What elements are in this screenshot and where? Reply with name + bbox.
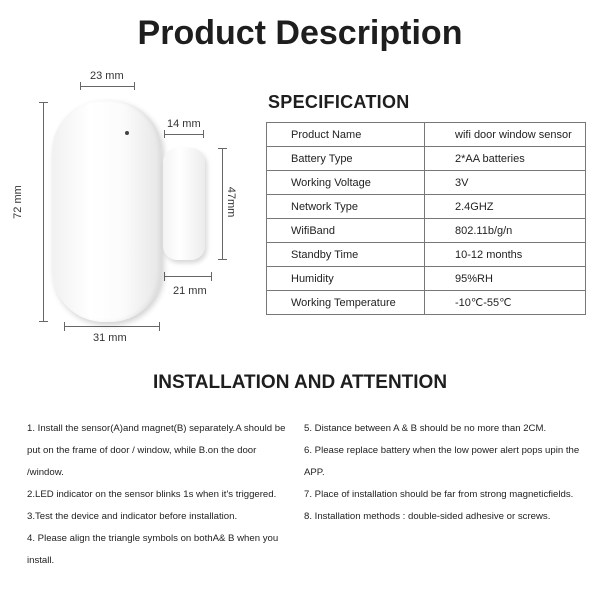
spec-label: Standby Time <box>267 243 425 267</box>
specification-heading: SPECIFICATION <box>268 92 410 112</box>
installation-step: 7. Place of installation should be far from strong magneticfields. <box>304 489 574 500</box>
spec-label: WifiBand <box>267 219 425 243</box>
installation-step: 5. Distance between A & B should be no more than 2CM. <box>304 423 547 434</box>
spec-label: Product Name <box>267 123 425 147</box>
installation-step: 8. Installation methods : double-sided adhesive or screws. <box>304 511 551 522</box>
spec-value: 95%RH <box>425 267 586 291</box>
spec-row <box>267 195 586 219</box>
spec-label: Network Type <box>267 195 425 219</box>
sensor-height-line <box>43 102 44 322</box>
spec-row <box>267 147 586 171</box>
spec-value: 3V <box>425 171 586 195</box>
installation-step: 1. Install the sensor(A)and magnet(B) separately.A should be put on the frame of door / window, while B.on the door /window. <box>27 423 286 478</box>
spec-value: wifi door window sensor <box>425 123 586 147</box>
spec-row <box>267 243 586 267</box>
spec-value: 2.4GHZ <box>425 195 586 219</box>
spec-label: Working Temperature <box>267 291 425 315</box>
spec-label: Battery Type <box>267 147 425 171</box>
spec-value: 2*AA batteries <box>425 147 586 171</box>
spec-value: 802.11b/g/n <box>425 219 586 243</box>
sensor-height-label: 72 mm <box>12 185 24 219</box>
led-indicator <box>125 131 129 135</box>
magnet-height-label: 47mm <box>225 186 237 218</box>
magnet-depth-label: 21 mm <box>173 285 207 297</box>
spec-label: Working Voltage <box>267 171 425 195</box>
installation-step: 3.Test the device and indicator before installation. <box>27 511 238 522</box>
magnet-height-line <box>222 148 223 260</box>
sensor-depth-line <box>64 326 160 327</box>
installation-step: 6. Please replace battery when the low power alert pops upin the APP. <box>304 445 580 478</box>
spec-row <box>267 123 586 147</box>
door-sensor-body <box>52 100 162 322</box>
installation-column-right <box>304 418 594 528</box>
sensor-depth-label: 31 mm <box>93 332 127 344</box>
page-title: Product Description <box>137 14 463 52</box>
spec-row <box>267 267 586 291</box>
spec-row <box>267 291 586 315</box>
sensor-width-line <box>80 86 135 87</box>
spec-label: Humidity <box>267 267 425 291</box>
spec-value: 10-12 months <box>425 243 586 267</box>
spec-row <box>267 219 586 243</box>
sensor-width-label: 23 mm <box>90 70 124 82</box>
magnet-body <box>163 148 205 260</box>
spec-value: -10℃-55℃ <box>425 291 586 315</box>
installation-step: 4. Please align the triangle symbols on bothA& B when you install. <box>27 533 279 566</box>
installation-step: 2.LED indicator on the sensor blinks 1s when it's triggered. <box>27 489 277 500</box>
magnet-width-line <box>164 134 204 135</box>
installation-column-left <box>27 418 292 572</box>
specification-table <box>266 122 586 315</box>
magnet-width-label: 14 mm <box>167 118 201 130</box>
installation-heading: INSTALLATION AND ATTENTION <box>152 372 448 393</box>
spec-row <box>267 171 586 195</box>
magnet-depth-line <box>164 276 212 277</box>
